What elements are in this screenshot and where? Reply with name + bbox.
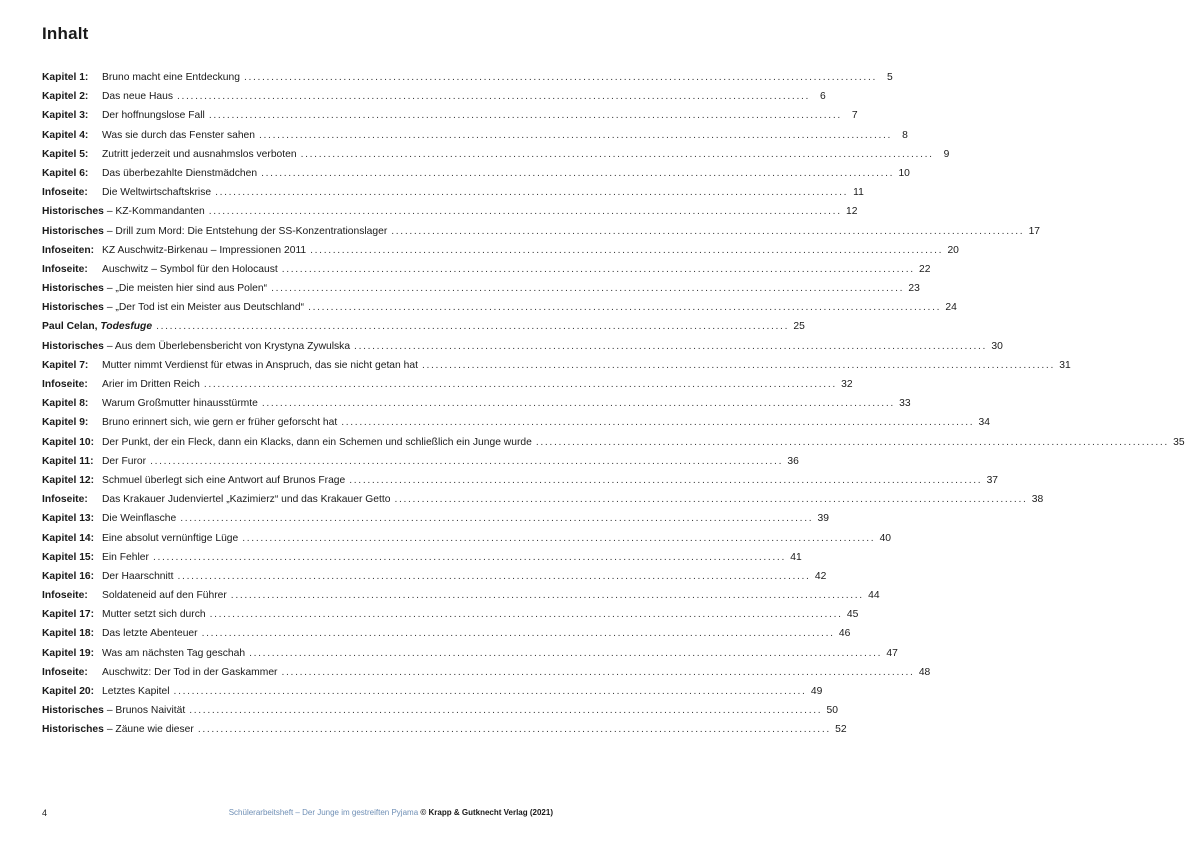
toc-entry-title: – „Der Tod ist ein Meister aus Deutschland“ [106,302,305,314]
toc-entry-label: Kapitel 9: [42,417,89,429]
toc-entry-title: Das überbezahlte Dienstmädchen [102,167,258,179]
toc-entry [42,337,1003,356]
toc-entry-title: Das letzte Abenteuer [102,628,198,640]
toc-entry-label: Infoseite: [42,379,88,390]
toc-entry-title: Das neue Haus [102,91,173,103]
toc-entry [42,605,859,624]
toc-leader-dots [262,394,893,413]
toc-entry-label: Kapitel 6: [42,167,89,179]
toc-entry-label: Kapitel 16: [42,570,95,582]
toc-entry [42,260,931,279]
toc-entry-title: KZ Auschwitz-Birkenau – Impressionen 2011 [102,244,307,256]
toc-entry-page: 36 [787,455,799,467]
page-title: Inhalt [42,24,89,43]
toc-leader-dots [209,202,840,221]
toc-leader-dots [204,375,835,394]
toc-entry [42,644,898,663]
toc-entry-page: 38 [1031,494,1044,506]
toc-entry [42,720,847,739]
toc-entry-title: Zutritt jederzeit und ausnahmslos verboten [102,148,297,160]
toc-entry-label: Kapitel 5: [42,148,89,160]
toc-leader-dots [202,624,833,643]
toc-leader-dots [341,413,972,432]
toc-entry [42,624,851,643]
toc-entry-title: Mutter nimmt Verdienst für etwas in Anspruch, das sie nicht getan hat [102,359,418,371]
toc-entry-label: Kapitel 7: [42,359,89,371]
toc-entry-page: 12 [846,206,858,218]
toc-entry [42,375,853,394]
footer-credit [229,808,553,818]
toc-entry-title: Die Weinflasche [102,513,177,525]
toc-entry-page: 22 [919,263,931,275]
toc-entry-page: 8 [902,129,908,141]
toc-entry-title: Der Haarschnitt [102,570,174,582]
page-number: 4 [42,808,48,818]
toc-entry-label: Kapitel 8: [42,398,89,410]
toc-entry-page: 46 [838,628,851,640]
toc-entry-page: 17 [1028,225,1041,237]
toc-entry-label: Kapitel 17: [42,609,95,621]
toc-entry-title: Schmuel überlegt sich eine Antwort auf Brunos Frage [102,474,346,486]
toc-leader-dots [308,298,939,317]
toc-entry [42,126,908,145]
toc-entry-title: Ein Fehler [102,551,149,563]
toc-entry-label: Kapitel 18: [42,628,95,640]
toc-entry-page: 34 [978,417,991,429]
toc-entry-label: Historisches [42,283,104,295]
toc-entry-label: Historisches [42,302,104,314]
toc-entry [42,183,864,202]
toc-entry-label: Historisches [42,340,104,352]
toc-entry-page: 45 [846,609,859,621]
toc-leader-dots [209,106,840,125]
toc-entry-label: Infoseite: [42,187,88,199]
toc-entry [42,682,823,701]
toc-entry-page: 47 [886,647,898,659]
toc-entry-label: Kapitel 19: [42,647,95,659]
toc-entry [42,394,911,413]
toc-entry [42,586,880,605]
toc-entry-page: 50 [826,705,839,717]
toc-leader-dots [180,509,811,528]
toc-leader-dots [174,682,805,701]
toc-entry [42,106,858,125]
toc-entry-page: 49 [810,686,823,697]
toc-entry-label: Historisches [42,225,104,237]
toc-entry-title: Soldateneid auf den Führer [102,590,227,602]
toc-entry [42,356,1071,375]
footer-work-title: Schülerarbeitsheft – Der Junge im gestreiften Pyjama [228,808,419,817]
toc-entry-label: Kapitel 11: [42,455,94,467]
toc-entry [42,433,1185,452]
toc-entry-title: Eine absolut vernünftige Lüge [102,532,239,544]
toc-leader-dots [271,279,902,298]
toc-entry-label: Infoseite: [42,494,88,506]
toc-entry [42,68,893,87]
toc-entry-page: 6 [820,91,826,103]
table-of-contents [42,68,1185,740]
toc-leader-dots [189,701,820,720]
toc-entry-label: Infoseiten: [42,244,95,256]
toc-entry-title: – Drill zum Mord: Die Entstehung der SS-Konzentrationslager [106,225,388,237]
toc-entry [42,529,892,548]
toc-leader-dots [422,356,1053,375]
toc-entry-page: 35 [1173,436,1185,448]
toc-leader-dots [244,68,875,87]
toc-entry-page: 5 [887,72,893,83]
toc-leader-dots [391,222,1022,241]
toc-entry-page: 11 [853,187,864,199]
toc-entry-page: 23 [908,283,920,295]
toc-entry-label: Kapitel 3: [42,110,89,122]
toc-entry-title: – KZ-Kommandanten [106,206,205,218]
toc-entry-title: – „Die meisten hier sind aus Polen“ [106,283,268,295]
toc-leader-dots [349,471,980,490]
toc-entry [42,298,957,317]
toc-entry-page: 31 [1059,359,1071,371]
toc-entry-page: 9 [943,148,950,160]
footer-publisher: © Krapp & Gutknecht Verlag (2021) [420,808,553,817]
toc-leader-dots [231,586,862,605]
toc-leader-dots [150,452,781,471]
toc-entry-label: Historisches [42,206,104,218]
toc-entry [42,548,802,567]
toc-entry-page: 20 [947,244,959,256]
toc-entry-title: Der hoffnungslose Fall [102,110,205,122]
toc-entry-title: – Aus dem Überlebensbericht von Krystyna Zywulska [106,340,351,352]
toc-leader-dots [210,605,841,624]
toc-entry-label: Historisches [42,705,104,717]
toc-entry-title: Auschwitz: Der Tod in der Gaskammer [102,666,278,678]
toc-entry-page: 44 [868,590,880,602]
page-footer [42,808,553,818]
toc-entry-title: Was am nächsten Tag geschah [102,647,246,659]
toc-leader-dots [354,337,985,356]
toc-entry-label: Infoseite: [42,666,88,678]
toc-entry-label: Historisches [42,724,104,736]
toc-entry-page: 10 [898,167,910,179]
toc-entry-title: Die Weltwirtschaftskrise [102,187,212,199]
toc-leader-dots [301,145,932,164]
toc-entry-title: – Zäune wie dieser [106,724,194,736]
toc-entry-page: 48 [918,666,931,678]
toc-entry [42,509,829,528]
toc-leader-dots [177,87,808,106]
toc-entry-page: 25 [793,321,805,333]
toc-entry-title: Der Furor [102,455,147,467]
toc-leader-dots [215,183,846,202]
toc-entry-page: 30 [991,340,1003,352]
toc-entry [42,490,1044,509]
toc-entry-title: Das Krakauer Judenviertel „Kazimierz“ und das Krakauer Getto [102,494,391,506]
toc-entry-title: Arier im Dritten Reich [102,379,200,390]
toc-entry-title: Der Punkt, der ein Fleck, dann ein Klacks, dann ein Schemen und schließlich ein Junge wurde [102,436,532,448]
toc-entry-page: 40 [879,532,892,544]
toc-entry-title: Mutter setzt sich durch [102,609,206,621]
toc-entry-label: Kapitel 4: [42,129,89,141]
toc-entry-title: Bruno macht eine Entdeckung [102,72,240,83]
toc-entry-label: Kapitel 2: [42,91,89,103]
toc-leader-dots [394,490,1025,509]
toc-entry-page: 7 [851,110,858,122]
toc-entry-page: 42 [814,570,827,582]
toc-entry-label: Kapitel 20: [42,686,95,697]
toc-leader-dots [153,548,784,567]
toc-entry-title: Warum Großmutter hinausstürmte [102,398,258,410]
toc-entry-label: Kapitel 12: [42,474,95,486]
toc-entry [42,87,826,106]
toc-entry-label: Kapitel 14: [42,532,95,544]
toc-entry-page: 24 [945,302,957,314]
toc-entry-label: Infoseite: [42,590,88,602]
toc-entry-label: Kapitel 1: [42,72,89,83]
toc-entry-title: Was sie durch das Fenster sahen [102,129,256,141]
toc-entry-label: Kapitel 15: [42,551,95,563]
toc-entry-page: 52 [835,724,847,736]
toc-leader-dots [249,644,880,663]
toc-entry-page: 41 [790,551,802,563]
toc-entry-label: Paul Celan, Todesfuge [42,321,153,333]
toc-entry [42,145,950,164]
toc-entry-label: Kapitel 13: [42,513,95,525]
toc-leader-dots [156,317,787,336]
toc-entry [42,222,1041,241]
toc-leader-dots [536,433,1167,452]
toc-entry-label: Infoseite: [42,263,88,275]
toc-entry-title: Bruno erinnert sich, wie gern er früher geforscht hat [102,417,338,429]
toc-entry [42,567,827,586]
toc-leader-dots [198,720,829,739]
toc-leader-dots [178,567,809,586]
toc-entry-page: 32 [841,379,853,390]
toc-entry-title: Auschwitz – Symbol für den Holocaust [102,263,278,275]
toc-entry [42,663,931,682]
toc-entry-page: 37 [986,474,999,486]
toc-entry-title: – Brunos Naivität [106,705,186,717]
toc-entry [42,471,999,490]
toc-entry [42,413,991,432]
toc-entry [42,452,799,471]
toc-entry [42,317,805,336]
toc-entry-label: Kapitel 10: [42,436,95,448]
toc-leader-dots [282,663,913,682]
toc-entry [42,202,858,221]
toc-entry [42,164,910,183]
toc-leader-dots [242,529,873,548]
toc-leader-dots [261,164,892,183]
toc-entry [42,241,959,260]
toc-entry-page: 33 [899,398,911,410]
toc-entry [42,279,920,298]
toc-entry-title: Letztes Kapitel [102,686,170,697]
toc-leader-dots [259,126,890,145]
toc-leader-dots [310,241,941,260]
toc-entry [42,701,839,720]
toc-entry-page: 39 [817,513,829,525]
toc-leader-dots [282,260,913,279]
